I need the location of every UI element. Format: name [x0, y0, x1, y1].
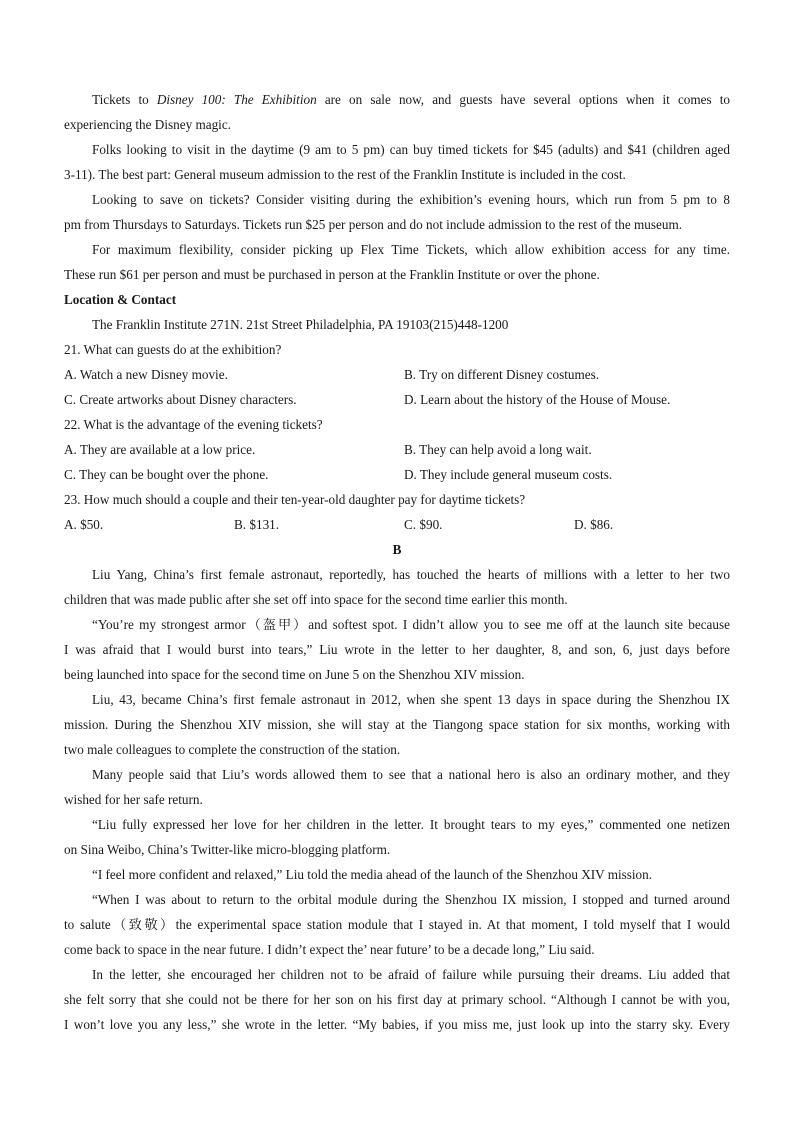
- option-b: B. They can help avoid a long wait.: [404, 442, 592, 457]
- passage-b-line: I won’t love you any less,” she wrote in the letter. “My babies, if you miss me, just look up into the starry sky. Every: [64, 1017, 730, 1032]
- option-b: B. $131.: [234, 517, 280, 532]
- option-a: A. They are available at a low price.: [64, 442, 256, 457]
- question-21-stem: 21. What can guests do at the exhibition?: [64, 342, 282, 357]
- passage-b-line: mission. During the Shenzhou XIV mission, she will stay at the Tiangong space station for six months, working with: [64, 717, 730, 732]
- passage-b-line: she felt sorry that she could not be there for her son on his first day at primary school. “Although I cannot be with you,: [64, 992, 730, 1007]
- document-page: [64, 87, 730, 1037]
- option-a: A. $50.: [64, 517, 104, 532]
- passage-b-line: In the letter, she encouraged her children not to be afraid of failure while pursuing their dreams. Liu added that: [92, 967, 730, 982]
- paragraph-daytime-line2: 3-11). The best part: General museum admission to the rest of the Franklin Institute is included in the cost.: [64, 167, 626, 182]
- option-a: A. Watch a new Disney movie.: [64, 367, 228, 382]
- option-d: D. $86.: [574, 517, 614, 532]
- passage-b-line: to salute（致敬）the experimental space station module that I stayed in. At that moment, I told myself that I would: [64, 917, 730, 932]
- option-c: C. They can be bought over the phone.: [64, 467, 269, 482]
- paragraph-evening-line1: Looking to save on tickets? Consider visiting during the exhibition’s evening hours, which run from 5 pm to 8: [92, 192, 730, 207]
- contact-heading: Location & Contact: [64, 292, 177, 307]
- question-22-stem: 22. What is the advantage of the evening tickets?: [64, 417, 323, 432]
- question-23-stem: 23. How much should a couple and their ten-year-old daughter pay for daytime tickets?: [64, 492, 526, 507]
- passage-b-line: two male colleagues to complete the construction of the station.: [64, 742, 401, 757]
- passage-b-line: on Sina Weibo, China’s Twitter-like micro-blogging platform.: [64, 842, 391, 857]
- option-d: D. They include general museum costs.: [404, 467, 613, 482]
- question-22-options-row1: [64, 437, 730, 462]
- contact-line: The Franklin Institute 271N. 21st Street Philadelphia, PA 19103(215)448-1200: [92, 317, 509, 332]
- passage-b-line: come back to space in the near future. I didn’t expect the’ near future’ to be a decade long,” Liu said.: [64, 942, 595, 957]
- paragraph-evening-line2: pm from Thursdays to Saturdays. Tickets run $25 per person and do not include admission to the rest of the museum.: [64, 217, 683, 232]
- paragraph-flex-line2: These run $61 per person and must be purchased in person at the Franklin Institute or over the phone.: [64, 267, 600, 282]
- paragraph-tickets-line2: experiencing the Disney magic.: [64, 117, 231, 132]
- section-heading-b: B: [392, 542, 402, 557]
- passage-b-line: “When I was about to return to the orbital module during the Shenzhou IX mission, I stopped and turned around: [92, 892, 730, 907]
- passage-b-line: wished for her safe return.: [64, 792, 203, 807]
- passage-b-line: “Liu fully expressed her love for her children in the letter. It brought tears to my eyes,” commented one netizen: [92, 817, 730, 832]
- passage-b-line: I was afraid that I would burst into tears,” Liu wrote in the letter to her daughter, 8, and son, 6, just days before: [64, 642, 730, 657]
- exhibition-title: Disney 100: The Exhibition: [156, 92, 317, 107]
- option-c: C. Create artworks about Disney characters.: [64, 392, 297, 407]
- question-21-options-row2: [64, 387, 730, 412]
- passage-b-line: children that was made public after she set off into space for the second time earlier this month.: [64, 592, 568, 607]
- option-b: B. Try on different Disney costumes.: [404, 367, 599, 382]
- passage-b-line: Liu Yang, China’s first female astronaut, reportedly, has touched the hearts of millions with a letter to her two: [92, 567, 730, 582]
- passage-b-line: Many people said that Liu’s words allowed them to see that a national hero is also an ordinary mother, and they: [92, 767, 730, 782]
- passage-b-line: being launched into space for the second time on June 5 on the Shenzhou XIV mission.: [64, 667, 525, 682]
- question-23-options-row: [64, 512, 730, 537]
- option-d: D. Learn about the history of the House of Mouse.: [404, 392, 671, 407]
- question-21-options-row1: [64, 362, 730, 387]
- passage-b-line: “I feel more confident and relaxed,” Liu told the media ahead of the launch of the Shenzhou XIV mission.: [92, 867, 653, 882]
- question-22-options-row2: [64, 462, 730, 487]
- option-c: C. $90.: [404, 517, 443, 532]
- passage-b-line: Liu, 43, became China’s first female astronaut in 2012, when she spent 13 days in space during the Shenzhou IX: [92, 692, 730, 707]
- paragraph-flex-line1: For maximum flexibility, consider picking up Flex Time Tickets, which allow exhibition access for any time.: [92, 242, 730, 257]
- paragraph-daytime-line1: Folks looking to visit in the daytime (9 am to 5 pm) can buy timed tickets for $45 (adults) and $41 (children aged: [92, 142, 730, 157]
- passage-b-line: “You’re my strongest armor（盔甲）and softest spot. I didn’t allow you to see me off at the launch site because: [92, 617, 730, 632]
- paragraph-tickets-line1: Tickets to Disney 100: The Exhibition are on sale now, and guests have several options when it comes to: [92, 92, 730, 107]
